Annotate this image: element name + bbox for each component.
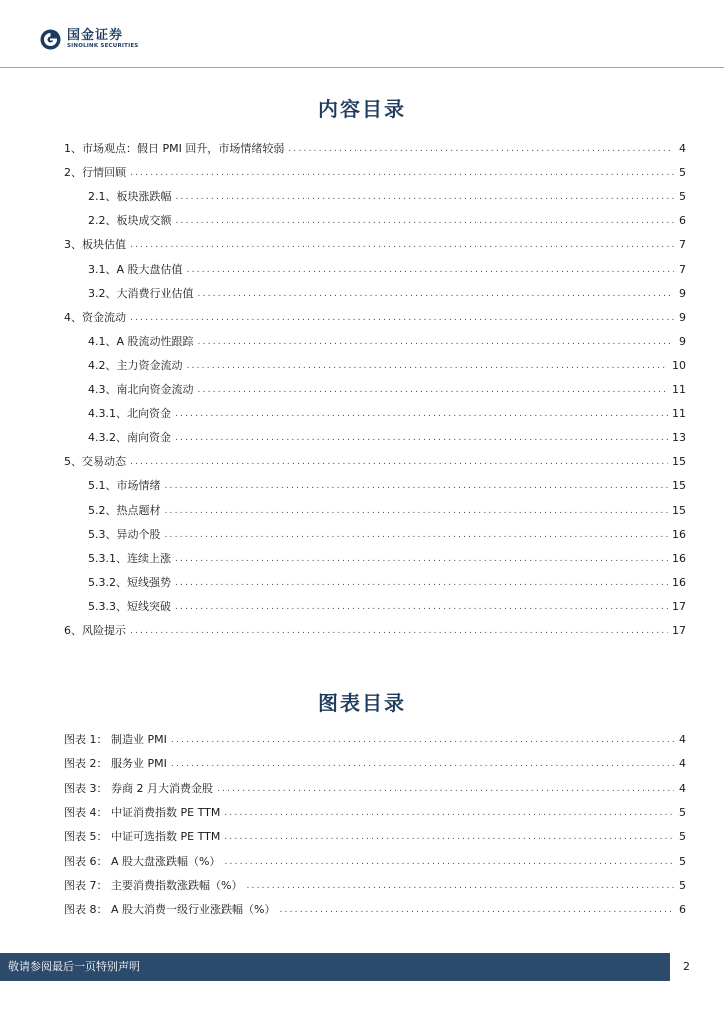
toc-entry-page: 11 <box>672 383 686 396</box>
dot-leader <box>130 165 674 181</box>
dot-leader <box>198 286 675 302</box>
toc-entry[interactable] <box>88 286 686 302</box>
dot-leader <box>198 382 669 398</box>
toc-entry-page: 10 <box>672 358 686 372</box>
toc-entry-label: 3.2、大消费行业估值 <box>88 286 194 300</box>
toc-entry-label: 2、行情回顾 <box>64 166 126 180</box>
figure-entry[interactable] <box>64 902 686 918</box>
figure-entry[interactable] <box>64 732 686 748</box>
toc-entry[interactable] <box>88 430 686 446</box>
toc-entry-page: 13 <box>672 431 686 445</box>
toc-entry-label: 4.1、A 股流动性跟踪 <box>88 334 194 348</box>
toc-entry-page: 5 <box>679 166 686 180</box>
toc-entry[interactable] <box>88 551 686 567</box>
figure-entry-page: 4 <box>679 757 686 771</box>
toc-entry-page: 7 <box>679 262 686 276</box>
toc-entry[interactable] <box>88 599 686 615</box>
toc-entry-page: 15 <box>672 455 686 469</box>
figure-entry-label: 图表 3： 券商 2 月大消费金股 <box>64 781 213 795</box>
figure-entry-page: 5 <box>679 854 686 868</box>
toc-entry[interactable] <box>88 503 686 519</box>
dot-leader <box>198 334 674 350</box>
toc-entry-label: 5.3.1、连续上涨 <box>88 551 171 565</box>
figure-entry[interactable] <box>64 781 686 797</box>
figure-entry[interactable] <box>64 756 686 772</box>
header-divider <box>0 67 724 68</box>
toc-entry-label: 5.3.2、短线强势 <box>88 575 171 589</box>
toc-entry-label: 4、资金流动 <box>64 310 126 324</box>
toc-entry-page: 6 <box>679 214 686 228</box>
toc-entry-page: 16 <box>672 575 686 589</box>
figures-title: 图表目录 <box>318 691 406 715</box>
figure-entry-label: 图表 6： A 股大盘涨跌幅（%） <box>64 854 221 868</box>
figure-entry-page: 5 <box>679 878 686 892</box>
toc-entry-page: 16 <box>672 527 686 541</box>
toc-entry[interactable] <box>64 623 686 639</box>
figure-entry-page: 5 <box>679 805 686 819</box>
figure-entry-page: 6 <box>679 903 686 917</box>
toc-entry-page: 9 <box>679 286 686 300</box>
dot-leader <box>175 551 668 567</box>
dot-leader <box>165 478 669 494</box>
toc-entry-page: 9 <box>679 334 686 348</box>
toc-entry-page: 15 <box>672 503 686 517</box>
toc-entry-page: 4 <box>679 142 686 155</box>
figure-entry[interactable] <box>64 829 686 845</box>
dot-leader <box>224 854 674 870</box>
page-header <box>0 0 724 68</box>
toc-entry[interactable] <box>88 527 686 543</box>
dot-leader <box>130 310 674 326</box>
footer-disclaimer: 敬请参阅最后一页特别声明 <box>8 960 140 973</box>
toc-entry-label: 2.2、板块成交额 <box>88 214 172 228</box>
toc-entry-label: 2.1、板块涨跌幅 <box>88 190 172 204</box>
toc-entry[interactable] <box>64 165 686 181</box>
toc-entry-page: 7 <box>679 238 686 252</box>
toc-entry-label: 4.3、南北向资金流动 <box>88 383 194 396</box>
figure-entry-label: 图表 4： 中证消费指数 PE TTM <box>64 805 221 819</box>
toc-entry[interactable] <box>64 237 686 253</box>
figure-entry-label: 图表 7： 主要消费指数涨跌幅（%） <box>64 878 243 892</box>
toc-entry[interactable] <box>64 454 686 470</box>
toc-entry-page: 5 <box>679 190 686 204</box>
dot-leader <box>175 406 668 422</box>
toc-entry-page: 16 <box>672 551 686 565</box>
dot-leader <box>130 237 674 253</box>
toc-entry-label: 3、板块估值 <box>64 238 126 252</box>
page-footer <box>0 953 724 981</box>
dot-leader <box>176 213 675 229</box>
dot-leader <box>130 454 668 470</box>
dot-leader <box>165 527 669 543</box>
toc-entry-label: 4.3.2、南向资金 <box>88 431 171 445</box>
figure-entry-label: 图表 8： A 股大消费一级行业涨跌幅（%） <box>64 903 276 917</box>
dot-leader <box>288 141 674 157</box>
dot-leader <box>217 781 674 797</box>
dot-leader <box>246 878 674 894</box>
figure-entry-page: 5 <box>679 830 686 844</box>
figure-entry-label: 图表 2： 服务业 PMI <box>64 757 167 771</box>
dot-leader <box>187 262 674 278</box>
figure-entry-page: 4 <box>679 781 686 795</box>
toc-entry-label: 3.1、A 股大盘估值 <box>88 262 183 276</box>
figure-entry[interactable] <box>64 878 686 894</box>
toc-entry[interactable] <box>88 334 686 350</box>
figure-entry-label: 图表 5： 中证可选指数 PE TTM <box>64 830 221 844</box>
brand-logo <box>40 29 138 50</box>
toc-entry-label: 5.3、异动个股 <box>88 527 161 541</box>
toc-entry[interactable] <box>88 213 686 229</box>
toc-entry[interactable] <box>64 310 686 326</box>
toc-entry-label: 4.3.1、北向资金 <box>88 407 171 421</box>
toc-entry-page: 17 <box>672 624 686 637</box>
dot-leader <box>171 732 674 748</box>
toc-entry[interactable] <box>88 382 686 398</box>
figure-entry[interactable] <box>64 805 686 821</box>
toc-entry[interactable] <box>64 141 686 157</box>
dot-leader <box>171 756 674 772</box>
sinolink-logo-icon <box>40 29 61 50</box>
brand-name-cn: 国金证券 <box>67 28 124 43</box>
toc-entry-label: 5、交易动态 <box>64 455 126 469</box>
contents-title: 内容目录 <box>318 97 406 121</box>
toc-entry-label: 1、市场观点：假日 PMI 回升，市场情绪较弱 <box>64 142 285 155</box>
dot-leader <box>224 805 674 821</box>
brand-name-en: SINOLINK SECURITIES <box>67 43 139 49</box>
dot-leader <box>175 430 668 446</box>
figure-entry-label: 图表 1： 制造业 PMI <box>64 733 167 746</box>
dot-leader <box>175 575 668 591</box>
dot-leader <box>165 503 669 519</box>
toc-entry[interactable] <box>88 406 686 422</box>
dot-leader <box>279 902 674 918</box>
toc-entry[interactable] <box>88 575 686 591</box>
toc-entry-label: 5.3.3、短线突破 <box>88 599 171 613</box>
footer-bar <box>0 953 670 981</box>
toc-entry-label: 4.2、主力资金流动 <box>88 358 183 372</box>
dot-leader <box>224 829 674 845</box>
toc-entry[interactable] <box>88 262 686 278</box>
toc-entry-label: 6、风险提示 <box>64 624 126 637</box>
toc-entry[interactable] <box>88 478 686 494</box>
dot-leader <box>187 358 669 374</box>
figure-entry[interactable] <box>64 854 686 870</box>
toc-entry-page: 15 <box>672 479 686 493</box>
page-number: 2 <box>683 960 690 973</box>
toc-entry-label: 5.2、热点题材 <box>88 503 161 517</box>
toc-entry-page: 9 <box>679 310 686 324</box>
figure-entry-page: 4 <box>679 733 686 746</box>
toc-entry-page: 11 <box>672 407 686 421</box>
dot-leader <box>175 599 668 615</box>
toc-entry[interactable] <box>88 358 686 374</box>
dot-leader <box>130 623 668 639</box>
toc-entry-label: 5.1、市场情绪 <box>88 479 161 493</box>
toc-entry-page: 17 <box>672 599 686 613</box>
toc-entry[interactable] <box>88 189 686 205</box>
dot-leader <box>176 189 675 205</box>
